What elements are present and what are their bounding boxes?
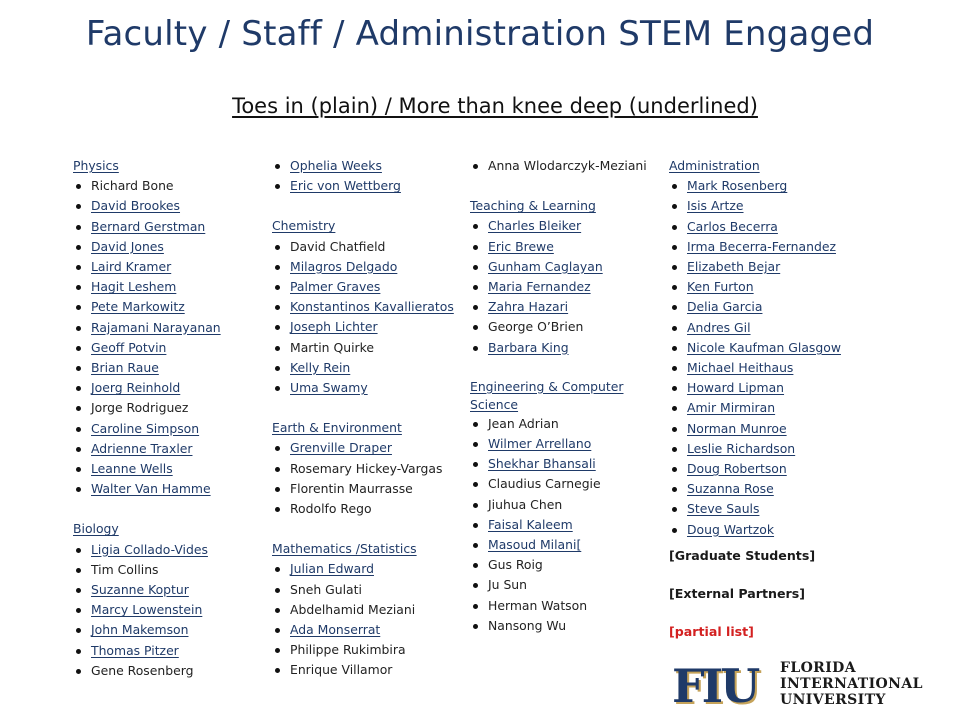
list-item bbox=[470, 596, 665, 616]
fiu-logo-wordmark bbox=[780, 660, 923, 708]
list-item bbox=[272, 459, 472, 479]
person-name: Andres Gil bbox=[687, 319, 751, 335]
list-item[interactable] bbox=[470, 297, 665, 317]
section-heading-biology[interactable]: Biology bbox=[73, 521, 119, 537]
section-heading-chemistry[interactable]: Chemistry bbox=[272, 218, 336, 234]
person-name: Zahra Hazari bbox=[488, 299, 569, 315]
person-name: Julian Edward bbox=[290, 561, 374, 577]
list-item[interactable] bbox=[73, 540, 263, 560]
person-name: Eric Brewe bbox=[488, 238, 554, 254]
person-name: Milagros Delgado bbox=[290, 258, 398, 274]
list-item bbox=[73, 176, 263, 196]
list-item[interactable] bbox=[470, 434, 665, 454]
person-name: David Brookes bbox=[91, 198, 181, 214]
list-item[interactable] bbox=[272, 297, 472, 317]
graduate-students-note: [Graduate Students] bbox=[669, 547, 816, 563]
column-4 bbox=[669, 156, 869, 642]
logo-line-2: INTERNATIONAL bbox=[780, 676, 923, 692]
section-heading-administration[interactable]: Administration bbox=[669, 158, 760, 173]
person-name: Gus Roig bbox=[488, 557, 543, 573]
list-item[interactable] bbox=[669, 358, 869, 378]
person-name: Wilmer Arrellano bbox=[488, 436, 592, 452]
list-item[interactable] bbox=[272, 559, 472, 579]
person-name: Doug Robertson bbox=[687, 461, 787, 477]
person-name: Isis Artze bbox=[687, 198, 744, 214]
list-item[interactable] bbox=[272, 176, 472, 196]
list-item bbox=[470, 156, 665, 176]
person-name: Laird Kramer bbox=[91, 259, 172, 275]
person-name: Faisal Kaleem bbox=[488, 516, 573, 532]
list-item[interactable] bbox=[73, 257, 263, 277]
person-name: Martin Quirke bbox=[290, 339, 374, 355]
person-name: Ken Furton bbox=[687, 279, 754, 295]
list-item bbox=[272, 479, 472, 499]
person-name: Sneh Gulati bbox=[290, 581, 362, 597]
list-item[interactable] bbox=[73, 338, 263, 358]
list-item[interactable] bbox=[669, 257, 869, 277]
person-name: Caroline Simpson bbox=[91, 420, 200, 436]
list-item[interactable] bbox=[73, 217, 263, 237]
fiu-logo-letters: FIU bbox=[672, 659, 758, 713]
list-item[interactable] bbox=[73, 237, 263, 257]
list-chemistry bbox=[272, 237, 472, 399]
person-name: Masoud Milani[ bbox=[488, 537, 582, 553]
list-item[interactable] bbox=[669, 217, 869, 237]
list-item bbox=[272, 600, 472, 620]
partial-list-note: [partial list] bbox=[669, 624, 754, 640]
list-item[interactable] bbox=[73, 620, 263, 640]
list-item[interactable] bbox=[73, 439, 263, 459]
person-name: Rosemary Hickey-Vargas bbox=[290, 460, 443, 476]
column-1 bbox=[73, 156, 263, 681]
person-name: Rodolfo Rego bbox=[290, 501, 372, 517]
list-biology-continued bbox=[272, 156, 472, 196]
list-item[interactable] bbox=[73, 318, 263, 338]
column-3 bbox=[470, 156, 665, 636]
list-item bbox=[470, 495, 665, 515]
person-name: Michael Heithaus bbox=[687, 360, 794, 376]
person-name: Charles Bleiker bbox=[488, 218, 582, 234]
list-item[interactable] bbox=[470, 277, 665, 297]
list-item bbox=[272, 640, 472, 660]
list-engineering-computer-science bbox=[470, 414, 665, 636]
person-name: Shekhar Bhansali bbox=[488, 456, 596, 472]
person-name: Suzanne Koptur bbox=[91, 582, 189, 598]
list-item[interactable] bbox=[669, 499, 869, 519]
person-name: Ophelia Weeks bbox=[290, 158, 382, 173]
person-name: Konstantinos Kavallieratos bbox=[290, 299, 454, 315]
person-name: Howard Lipman bbox=[687, 380, 785, 396]
list-item bbox=[272, 660, 472, 680]
list-item[interactable] bbox=[272, 620, 472, 640]
person-name: Jiuhua Chen bbox=[488, 496, 563, 512]
list-item[interactable] bbox=[73, 600, 263, 620]
list-item[interactable] bbox=[272, 257, 472, 277]
list-item bbox=[272, 580, 472, 600]
section-heading-mathematics-statistics[interactable]: Mathematics /Statistics bbox=[272, 541, 417, 557]
list-item[interactable] bbox=[272, 438, 472, 458]
person-name: Mark Rosenberg bbox=[687, 178, 788, 194]
column-2 bbox=[272, 156, 472, 681]
person-name: Suzanna Rose bbox=[687, 481, 774, 497]
list-item bbox=[470, 474, 665, 494]
list-item bbox=[73, 560, 263, 580]
list-item bbox=[272, 338, 472, 358]
list-math-continued bbox=[470, 156, 665, 176]
person-name: Richard Bone bbox=[91, 178, 174, 194]
person-name: Maria Fernandez bbox=[488, 279, 591, 295]
person-name: David Jones bbox=[91, 238, 164, 254]
list-item[interactable] bbox=[669, 520, 869, 540]
section-heading-physics[interactable]: Physics bbox=[73, 158, 119, 173]
list-item[interactable] bbox=[669, 318, 869, 338]
list-item bbox=[470, 616, 665, 636]
list-item[interactable] bbox=[73, 580, 263, 600]
logo-line-3: UNIVERSITY bbox=[780, 692, 886, 708]
list-item[interactable] bbox=[73, 196, 263, 216]
list-item[interactable] bbox=[470, 237, 665, 257]
list-item[interactable] bbox=[669, 398, 869, 418]
person-name: Rajamani Narayanan bbox=[91, 319, 221, 335]
person-name: Leslie Richardson bbox=[687, 440, 796, 456]
list-item[interactable] bbox=[73, 641, 263, 661]
page-subtitle: Toes in (plain) / More than knee deep (underlined) bbox=[232, 94, 758, 118]
list-item[interactable] bbox=[73, 479, 263, 499]
person-name: Grenville Draper bbox=[290, 440, 392, 456]
person-name: Ju Sun bbox=[488, 577, 528, 593]
list-item bbox=[73, 398, 263, 418]
list-item[interactable] bbox=[669, 237, 869, 257]
list-item[interactable] bbox=[272, 358, 472, 378]
section-heading-engineering-computer-science[interactable]: Engineering & Computer Science bbox=[470, 378, 624, 412]
list-item bbox=[470, 414, 665, 434]
list-item[interactable] bbox=[669, 459, 869, 479]
list-item[interactable] bbox=[669, 176, 869, 196]
section-heading-earth-environment[interactable]: Earth & Environment bbox=[272, 420, 402, 436]
logo-line-1: FLORIDA bbox=[780, 660, 856, 676]
person-name: Barbara King bbox=[488, 339, 569, 355]
person-name: David Chatfield bbox=[290, 238, 386, 254]
person-name: John Makemson bbox=[91, 622, 189, 638]
list-item[interactable] bbox=[470, 257, 665, 277]
list-item[interactable] bbox=[669, 479, 869, 499]
list-item bbox=[272, 499, 472, 519]
person-name: Bernard Gerstman bbox=[91, 218, 206, 234]
section-heading-teaching-learning[interactable]: Teaching & Learning bbox=[470, 198, 596, 214]
person-name: Abdelhamid Meziani bbox=[290, 601, 416, 617]
list-physics bbox=[73, 176, 263, 499]
person-name: Carlos Becerra bbox=[687, 218, 778, 234]
person-name: Uma Swamy bbox=[290, 380, 368, 396]
list-item bbox=[470, 317, 665, 337]
person-name: Gene Rosenberg bbox=[91, 662, 194, 678]
list-biology bbox=[73, 540, 263, 681]
list-item[interactable] bbox=[272, 378, 472, 398]
person-name: Ada Monserrat bbox=[290, 622, 381, 638]
person-name: Leanne Wells bbox=[91, 461, 173, 477]
person-name: Walter Van Hamme bbox=[91, 481, 211, 497]
list-item[interactable] bbox=[73, 419, 263, 439]
list-mathematics-statistics bbox=[272, 559, 472, 680]
list-item[interactable] bbox=[470, 216, 665, 236]
person-name: Ligia Collado-Vides bbox=[91, 541, 208, 557]
person-name: Palmer Graves bbox=[290, 279, 381, 295]
list-item[interactable] bbox=[272, 277, 472, 297]
list-item[interactable] bbox=[669, 419, 869, 439]
person-name: Herman Watson bbox=[488, 597, 588, 613]
list-item[interactable] bbox=[669, 297, 869, 317]
person-name: Hagit Leshem bbox=[91, 279, 177, 295]
person-name: Adrienne Traxler bbox=[91, 440, 193, 456]
person-name: Marcy Lowenstein bbox=[91, 602, 203, 618]
person-name: Eric von Wettberg bbox=[290, 178, 401, 194]
person-name: Elizabeth Bejar bbox=[687, 259, 781, 275]
list-item[interactable] bbox=[669, 378, 869, 398]
person-name: Irma Becerra-Fernandez bbox=[687, 238, 836, 254]
list-item[interactable] bbox=[73, 358, 263, 378]
list-item[interactable] bbox=[669, 439, 869, 459]
list-item[interactable] bbox=[669, 277, 869, 297]
person-name: Nicole Kaufman Glasgow bbox=[687, 339, 841, 355]
person-name: Tim Collins bbox=[91, 561, 159, 577]
person-name: Jorge Rodriguez bbox=[91, 400, 189, 416]
list-earth-environment bbox=[272, 438, 472, 519]
person-name: Gunham Caglayan bbox=[488, 258, 603, 274]
list-item[interactable] bbox=[73, 297, 263, 317]
list-item[interactable] bbox=[272, 317, 472, 337]
person-name: Anna Wlodarczyk-Meziani bbox=[488, 158, 647, 173]
person-name: Joseph Lichter bbox=[290, 319, 378, 335]
list-item[interactable] bbox=[73, 378, 263, 398]
person-name: Doug Wartzok bbox=[687, 521, 775, 537]
person-name: Brian Raue bbox=[91, 360, 159, 376]
person-name: George O’Brien bbox=[488, 319, 584, 335]
list-item[interactable] bbox=[470, 338, 665, 358]
list-item[interactable] bbox=[73, 277, 263, 297]
person-name: Amir Mirmiran bbox=[687, 400, 776, 416]
external-partners-note: [External Partners] bbox=[669, 586, 806, 602]
list-item bbox=[470, 575, 665, 595]
list-item bbox=[272, 237, 472, 257]
list-teaching-learning bbox=[470, 216, 665, 357]
person-name: Florentin Maurrasse bbox=[290, 480, 413, 496]
person-name: Philippe Rukimbira bbox=[290, 642, 406, 658]
person-name: Thomas Pitzer bbox=[91, 642, 179, 658]
person-name: Steve Sauls bbox=[687, 501, 760, 517]
list-item[interactable] bbox=[470, 535, 665, 555]
person-name: Norman Munroe bbox=[687, 420, 787, 436]
list-item[interactable] bbox=[272, 156, 472, 176]
person-name: Geoff Potvin bbox=[91, 339, 167, 355]
person-name: Nansong Wu bbox=[488, 617, 567, 633]
list-item bbox=[73, 661, 263, 681]
person-name: Claudius Carnegie bbox=[488, 476, 601, 492]
list-administration bbox=[669, 176, 869, 540]
fiu-logo-mark bbox=[672, 660, 772, 712]
person-name: Delia Garcia bbox=[687, 299, 763, 315]
list-item[interactable] bbox=[669, 196, 869, 216]
person-name: Joerg Reinhold bbox=[91, 380, 181, 396]
person-name: Pete Markowitz bbox=[91, 299, 185, 315]
list-item[interactable] bbox=[470, 454, 665, 474]
list-item[interactable] bbox=[73, 459, 263, 479]
person-name: Enrique Villamor bbox=[290, 662, 393, 678]
list-item[interactable] bbox=[669, 338, 869, 358]
page-title: Faculty / Staff / Administration STEM Engaged bbox=[85, 14, 875, 54]
person-name: Jean Adrian bbox=[488, 415, 559, 431]
person-name: Kelly Rein bbox=[290, 359, 351, 375]
list-item[interactable] bbox=[470, 515, 665, 535]
fiu-logo bbox=[672, 658, 932, 714]
list-item bbox=[470, 555, 665, 575]
